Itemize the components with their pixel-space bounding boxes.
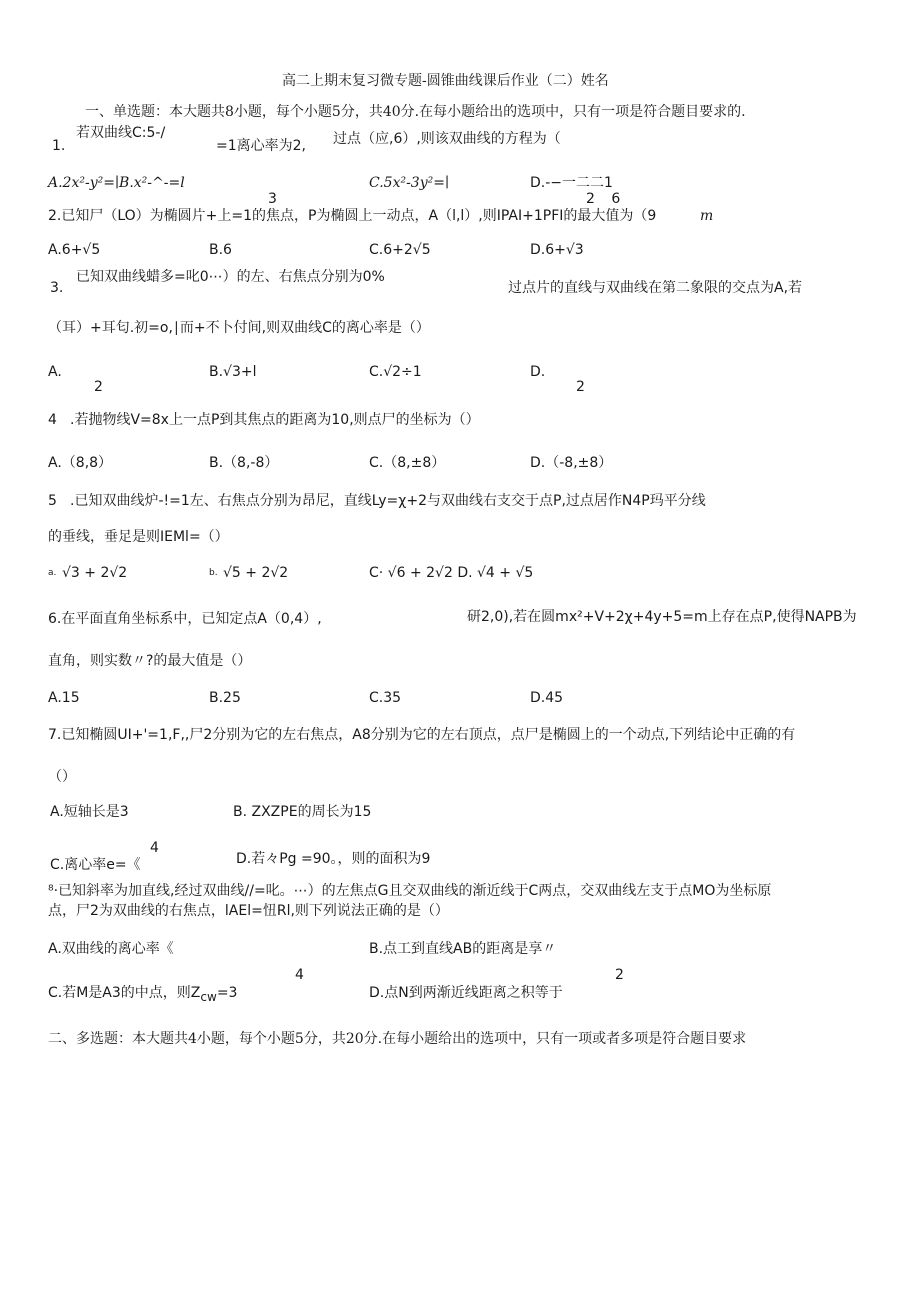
q3-option-d: D. bbox=[530, 364, 546, 380]
q3-stem-part3: （耳）+耳匂.初=o,∣而+不卜付间,则双曲线C的离心率是（） bbox=[48, 320, 430, 336]
q6-option-d: D.45 bbox=[530, 690, 564, 706]
q5-option-a: √3 + 2√2 bbox=[62, 565, 128, 581]
q2-option-d: D.6+√3 bbox=[530, 242, 584, 258]
q4-option-c: C.（8,±8） bbox=[369, 455, 446, 471]
q1-option-d: D.-−一二二1 bbox=[530, 175, 613, 191]
q1-option-c: C.5x²-3y²=∣ bbox=[369, 175, 450, 191]
q3-option-c: C.√2÷1 bbox=[369, 364, 422, 380]
q4-stem: .若抛物线V=8x上一点P到其焦点的距离为10,则点尸的坐标为（） bbox=[70, 412, 480, 428]
q1-stem-part3: 过点（应,6）,则该双曲线的方程为（ bbox=[333, 131, 561, 147]
q7-stem: 7.已知椭圆UI+'=1,F,,尸2分别为它的左右焦点，A8分别为它的左右顶点，点尸是椭圆上的一个动点,下列结论中正确的有 bbox=[48, 727, 796, 743]
q8-option-a: A.双曲线的离心率《 bbox=[48, 941, 174, 957]
q8-option-b: B.点工到直线AB的距离是享〃 bbox=[369, 941, 557, 957]
q7-option-c: C.离心率e=《 bbox=[50, 857, 141, 873]
q6-option-a: A.15 bbox=[48, 690, 80, 706]
q6-option-b: B.25 bbox=[209, 690, 241, 706]
q3-option-b: B.√3+l bbox=[209, 364, 257, 380]
q1-option-fraction-3: 3 bbox=[268, 191, 277, 207]
q5-option-c-d: C· √6 + 2√2 D. √4 + √5 bbox=[369, 565, 534, 581]
q2-stem: 2.已知尸（LO）为椭圆片+上=1的焦点，P为椭圆上一动点，A（l,l）,则IPAI+1PFI的最大值为（9 bbox=[48, 208, 657, 224]
q4-number: 4 bbox=[48, 412, 57, 428]
q8-option-d: D.点N到两渐近线距离之积等于 bbox=[369, 985, 563, 1001]
q3-option-a: A. bbox=[48, 364, 62, 380]
q4-option-d: D.（-8,±8） bbox=[530, 455, 613, 471]
q4-option-b: B.（8,-8） bbox=[209, 455, 279, 471]
q7-option-d: D.若々Pg =90。，则的面积为9 bbox=[236, 851, 431, 867]
q8-stem-line2: 点，尸2为双曲线的右焦点，lAEl=忸Rl,则下列说法正确的是（） bbox=[48, 903, 449, 919]
q6-stem-part3: 直角，则实数〃?的最大值是（） bbox=[48, 653, 252, 669]
q5-stem-line1: .已知双曲线炉-!=1左、右焦点分别为昂尼，直线Ly=χ+2与双曲线右支交于点P,过点居作N4P玛平分线 bbox=[70, 493, 706, 509]
q1-option-d-denominators: 2 6 bbox=[586, 191, 621, 207]
q3-option-d-denominator: 2 bbox=[576, 379, 585, 395]
q6-option-c: C.35 bbox=[369, 690, 402, 706]
q5-option-b-marker: b. bbox=[209, 568, 218, 578]
section-1-heading: 一、单选题：本大题共8小题，每个小题5分，共40分.在每小题给出的选项中，只有一项是符合题目要求的. bbox=[85, 104, 746, 120]
q1-stem-part1: 若双曲线C:5-/ bbox=[76, 125, 166, 141]
q5-stem-line2: 的垂线，垂足是则IEMl=（） bbox=[48, 529, 229, 545]
q7-option-c-numerator: 4 bbox=[150, 840, 159, 856]
q3-stem-part2: 过点片的直线与双曲线在第二象限的交点为A,若 bbox=[508, 280, 803, 296]
q6-stem-part2: 研2,0),若在圆mx²+V+2χ+4y+5=m上存在点P,使得NAPB为 bbox=[467, 609, 857, 625]
q2-option-c: C.6+2√5 bbox=[369, 242, 431, 258]
q8-option-a-numerator: 4 bbox=[295, 967, 304, 983]
q8-option-d-numerator: 2 bbox=[615, 967, 624, 983]
q4-option-a: A.（8,8） bbox=[48, 455, 113, 471]
q2-option-a: A.6+√5 bbox=[48, 242, 101, 258]
q7-answer-paren: （） bbox=[48, 769, 76, 785]
q6-stem-part1: 6.在平面直角坐标系中，已知定点A（0,4）, bbox=[48, 611, 322, 627]
q1-option-a-b: A.2x²-y²=∣B.x²-^-=l bbox=[48, 175, 185, 191]
q7-option-b: B. ZXZPE的周长为15 bbox=[233, 804, 372, 820]
q5-option-b: √5 + 2√2 bbox=[223, 565, 289, 581]
q1-stem-part2: =1离心率为2, bbox=[216, 138, 306, 154]
q2-stem-end: m bbox=[700, 208, 714, 224]
q3-option-a-denominator: 2 bbox=[94, 379, 103, 395]
q7-option-a: A.短轴长是3 bbox=[50, 804, 129, 820]
page-title: 高二上期末复习微专题-圆锥曲线课后作业（二）姓名 bbox=[282, 73, 609, 89]
q8-stem-line1: ⁸·已知斜率为加直线,经过双曲线//=叱。⋯）的左焦点G且交双曲线的渐近线于C两点，交双曲线左支于点MO为坐标原 bbox=[48, 883, 772, 899]
q5-option-a-marker: a. bbox=[48, 568, 57, 578]
q5-number: 5 bbox=[48, 493, 57, 509]
q2-option-b: B.6 bbox=[209, 242, 232, 258]
q8-option-c: C.若M是A3的中点，则$Z_{cw}=3$ bbox=[48, 985, 238, 1004]
q1-number: 1. bbox=[52, 138, 66, 154]
q3-stem-part1: 已知双曲线蜡多=叱0⋯）的左、右焦点分别为0% bbox=[76, 269, 385, 285]
section-2-heading: 二、多选题：本大题共4小题，每个小题5分，共20分.在每小题给出的选项中，只有一项或者多项是符合题目要求 bbox=[48, 1031, 747, 1047]
q3-number: 3. bbox=[50, 280, 64, 296]
